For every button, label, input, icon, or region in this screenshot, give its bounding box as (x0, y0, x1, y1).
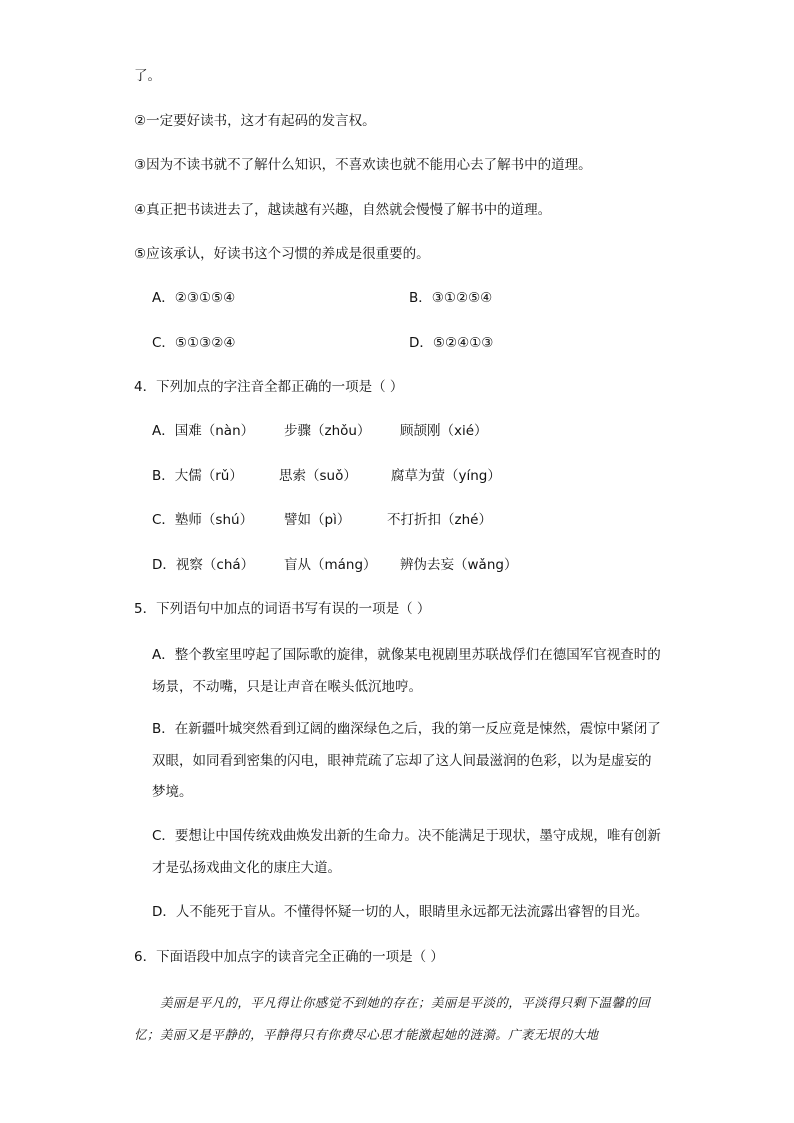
q3-option-a: A．②③①⑤④ (152, 290, 236, 306)
q4-c-word1: C．塾师（shú） (152, 512, 254, 528)
q3-item-3: ③因为不读书就不了解什么知识，不喜欢读也就不能用心去了解书中的道理。 (134, 157, 592, 173)
q6-passage: 美丽是平凡的，平凡得让你感觉不到她的存在；美丽是平淡的，平淡得只剩下温馨的回忆；美丽又是平静的，平静得只有你费尽心思才能激起她的涟漪。广袤无垠的大地 (134, 995, 651, 1042)
q5-stem: 5．下列语句中加点的词语书写有误的一项是（ ） (134, 601, 431, 617)
q3-option-b: B．③①②⑤④ (409, 290, 493, 306)
q4-b-word1: B．大儒（rǔ） (152, 468, 243, 484)
q3-option-c: C．⑤①③②④ (152, 335, 236, 351)
q5-option-a: A．整个教室里哼起了国际歌的旋律，就像某电视剧里苏联战俘们在德国军官视查时的场景，不动嘴，只是让声音在喉头低沉地哼。 (152, 647, 661, 695)
q5-option-c: C．要想让中国传统戏曲焕发出新的生命力。决不能满足于现状，墨守成规，唯有创新才是弘扬戏曲文化的康庄大道。 (152, 828, 661, 876)
q4-d-word2: 盲从（máng） (284, 557, 377, 573)
q3-item-5: ⑤应该承认，好读书这个习惯的养成是很重要的。 (134, 246, 430, 262)
q4-stem: 4．下列加点的字注音全都正确的一项是（ ） (134, 379, 404, 395)
q4-a-word1: A．国难（nàn） (152, 423, 255, 439)
q3-item-2: ②一定要好读书，这才有起码的发言权。 (134, 113, 376, 129)
q4-a-word3: 顾颉刚（xié） (400, 423, 488, 439)
q5-option-b: B．在新疆叶城突然看到辽阔的幽深绿色之后，我的第一反应竟是悚然，震惊中紧闭了双眼，如同看到密集的闪电，眼神荒疏了忘却了这人间最滋润的色彩，以为是虚妄的梦境。 (152, 721, 661, 800)
q4-b-word2: 思索（suǒ） (279, 468, 357, 484)
q3-option-d: D．⑤②④①③ (409, 335, 494, 351)
q4-d-word3: 辨伪去妄（wǎng） (400, 557, 518, 573)
q4-b-word3: 腐草为萤（yíng） (391, 468, 501, 484)
q4-c-word3: 不打折扣（zhé） (387, 512, 492, 528)
top-fragment: 了。 (134, 68, 161, 84)
q4-d-word1: D．视察（chá） (152, 557, 255, 573)
q4-a-word2: 步骤（zhǒu） (284, 423, 371, 439)
q6-stem: 6．下面语段中加点字的读音完全正确的一项是（ ） (134, 949, 444, 965)
q5-option-d: D．人不能死于盲从。不懂得怀疑一切的人，眼睛里永远都无法流露出睿智的目光。 (152, 904, 649, 920)
q3-item-4: ④真正把书读进去了，越读越有兴趣，自然就会慢慢了解书中的道理。 (134, 202, 552, 218)
q4-c-word2: 譬如（pì） (284, 512, 351, 528)
